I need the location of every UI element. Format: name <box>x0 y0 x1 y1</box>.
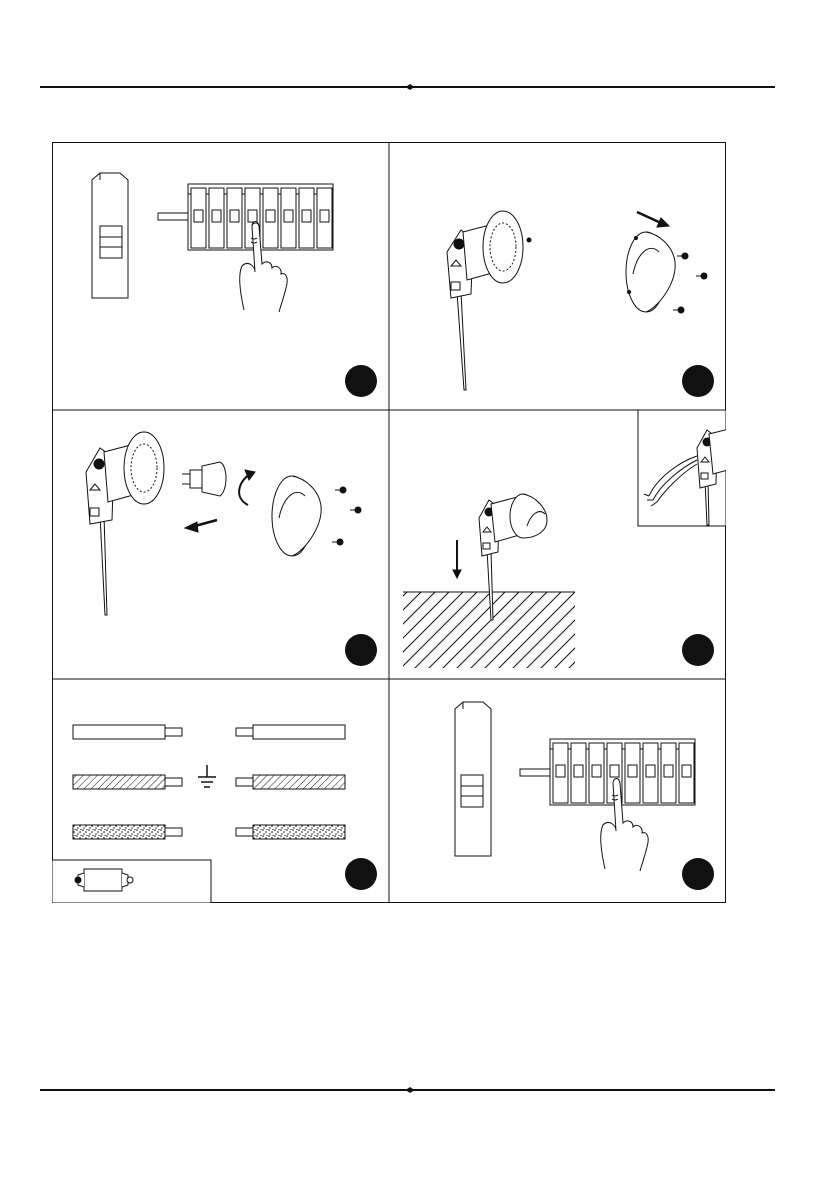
header-rule <box>40 84 775 88</box>
instruction-grid <box>52 142 726 903</box>
panel-step-5 <box>52 679 389 903</box>
panel-step-1 <box>52 142 389 410</box>
panel-step-2 <box>389 142 726 410</box>
replace-bulb-icon <box>52 410 389 679</box>
remove-front-cover-icon <box>389 142 726 410</box>
footer-rule <box>40 1087 775 1091</box>
wire-connection-icon <box>52 679 389 903</box>
power-on-icon <box>389 679 726 903</box>
panel-step-4 <box>389 410 726 679</box>
panel-step-6 <box>389 679 726 903</box>
power-off-icon <box>52 142 389 410</box>
insert-spike-in-ground-icon <box>389 410 726 679</box>
panel-step-3 <box>52 410 389 679</box>
